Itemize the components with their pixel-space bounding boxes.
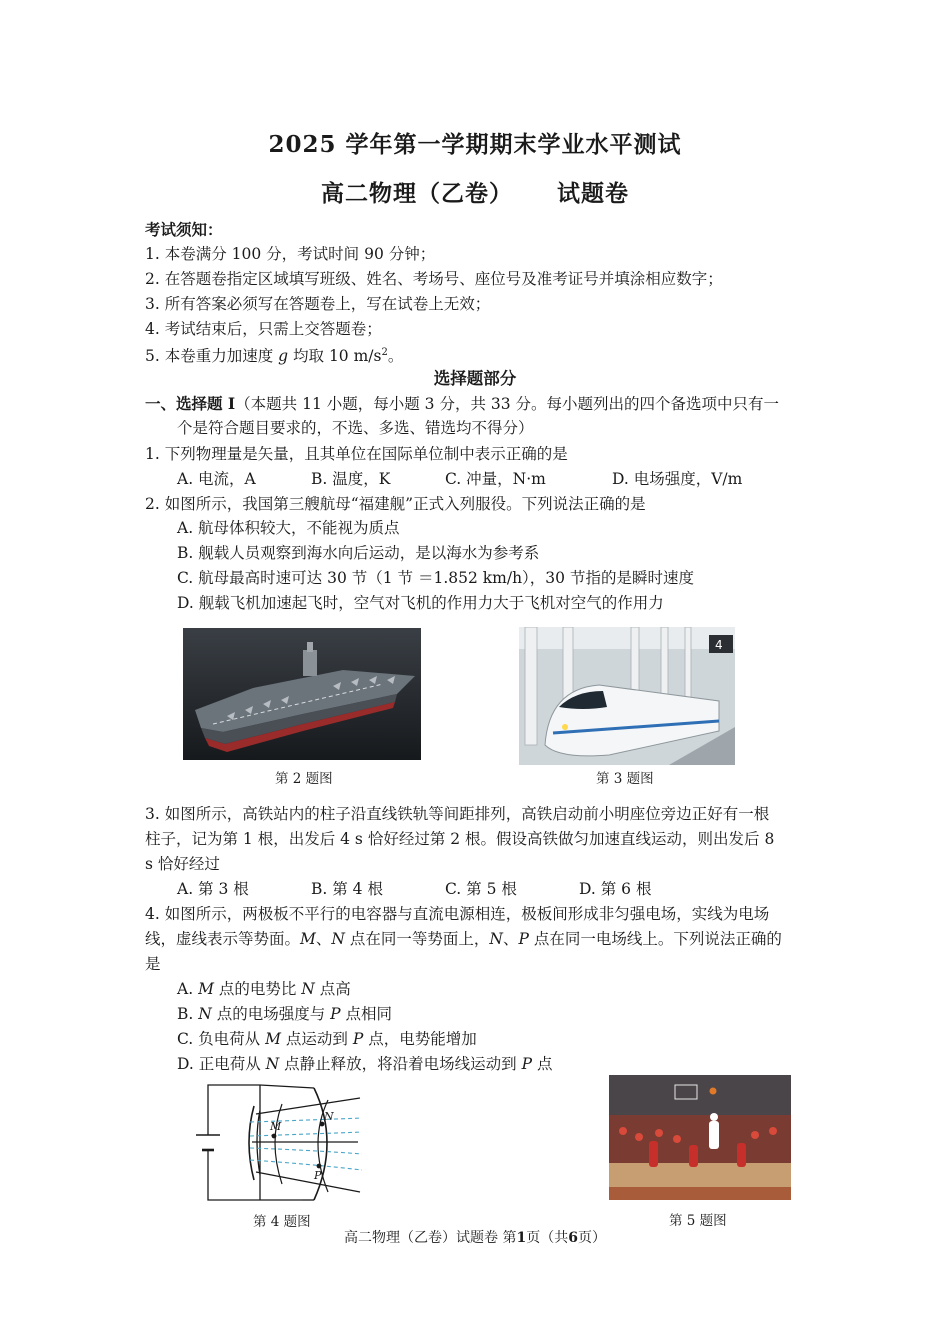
notice-item: 1. 本卷满分 100 分，考试时间 90 分钟； bbox=[145, 245, 436, 263]
question-3-option-b: B. 第 4 根 bbox=[311, 880, 383, 898]
subject-name: 高二物理（乙卷） bbox=[321, 180, 513, 207]
question-1-option-a: A. 电流，A bbox=[177, 470, 256, 488]
figure-3-caption: 第 3 题图 bbox=[596, 771, 654, 787]
point-m bbox=[272, 1134, 277, 1139]
question-4-stem: 4. 如图所示，两极板不平行的电容器与直流电源相连，极板间形成非匀强电场，实线为电场 bbox=[145, 905, 770, 923]
question-3-option-a: A. 第 3 根 bbox=[177, 880, 249, 898]
notice-heading: 考试须知： bbox=[145, 220, 223, 239]
high-speed-train-image bbox=[519, 627, 735, 765]
notice-item: 2. 在答题卷指定区域填写班级、姓名、考场号、座位号及准考证号并填涂相应数字； bbox=[145, 270, 723, 288]
figure-4-caption: 第 4 题图 bbox=[253, 1214, 311, 1230]
notice-item-gravity: 5. 本卷重力加速度 g 均取 10 $m/s^2$。 bbox=[145, 347, 404, 366]
part-instructions-cont: 个是符合题目要求的，不选、多选、错选均不得分） bbox=[177, 419, 534, 437]
point-p bbox=[317, 1164, 322, 1169]
question-4-option-d: D. 正电荷从 N 点静止释放，将沿着电场线运动到 P 点 bbox=[177, 1055, 553, 1073]
question-1-option-c: C. 冲量，N·m bbox=[445, 470, 546, 488]
question-2-option-c: C. 航母最高时速可达 30 节（1 节 ＝1.852 km/h），30 节指的是瞬时速度 bbox=[177, 569, 694, 587]
page-total: 6 bbox=[568, 1230, 578, 1246]
question-1-option-b: B. 温度，K bbox=[311, 470, 391, 488]
question-3-option-c: C. 第 5 根 bbox=[445, 880, 517, 898]
section-title: 选择题部分 bbox=[433, 369, 517, 388]
question-4-option-c: C. 负电荷从 M 点运动到 P 点，电势能增加 bbox=[177, 1030, 477, 1048]
aircraft-carrier-image bbox=[183, 628, 421, 760]
question-3-stem-cont: 柱子，记为第 1 根，出发后 4 s 恰好经过第 2 根。假设高铁做匀加速直线运动，则出发后 8 bbox=[145, 830, 775, 848]
question-4-option-b: B. N 点的电场强度与 P 点相同 bbox=[177, 1005, 393, 1023]
question-3-option-d: D. 第 6 根 bbox=[579, 880, 652, 898]
page-footer: 高二物理（乙卷）试题卷 第1页（共6页） bbox=[344, 1230, 606, 1246]
notice-item: 4. 考试结束后，只需上交答题卷； bbox=[145, 320, 382, 338]
question-4-stem-cont: 线，虚线表示等势面。M、N 点在同一等势面上，N、P 点在同一电场线上。下列说法正确的 bbox=[145, 930, 782, 948]
exam-title: 2025 学年第一学期期末学业水平测试 bbox=[268, 131, 682, 158]
question-3-stem: 3. 如图所示，高铁站内的柱子沿直线铁轨等间距排列，高铁启动前小明座位旁边正好有一根 bbox=[145, 805, 770, 823]
question-1-option-d: D. 电场强度，V/m bbox=[612, 470, 743, 488]
question-4-stem-cont: 是 bbox=[145, 955, 161, 973]
label-n: N bbox=[324, 1110, 334, 1123]
part-instructions: 一、选择题 I（本题共 11 小题，每小题 3 分，共 33 分。每小题列出的四个备选项中只有一 bbox=[145, 394, 780, 413]
exam-subtitle bbox=[0, 175, 950, 208]
question-3-stem-cont: s 恰好经过 bbox=[145, 855, 220, 873]
notice-item: 3. 所有答案必须写在答题卷上，写在试卷上无效； bbox=[145, 295, 491, 313]
page-number: 1 bbox=[516, 1230, 527, 1246]
question-2-option-b: B. 舰载人员观察到海水向后运动，是以海水为参考系 bbox=[177, 544, 540, 562]
question-2-stem: 2. 如图所示，我国第三艘航母“福建舰”正式入列服役。下列说法正确的是 bbox=[145, 495, 646, 513]
question-2-option-d: D. 舰载飞机加速起飞时，空气对飞机的作用力大于飞机对空气的作用力 bbox=[177, 594, 664, 612]
platform-sign: 4 bbox=[715, 638, 723, 652]
question-1-stem: 1. 下列物理量是矢量，且其单位在国际单位制中表示正确的是 bbox=[145, 445, 568, 463]
figure-2-caption: 第 2 题图 bbox=[275, 771, 333, 787]
label-p: P bbox=[314, 1169, 322, 1182]
label-m: M bbox=[270, 1120, 282, 1133]
question-4-option-a: A. M 点的电势比 N 点高 bbox=[177, 980, 351, 998]
figure-5-caption: 第 5 题图 bbox=[669, 1213, 727, 1229]
capacitor-field-diagram bbox=[190, 1080, 370, 1206]
paper-type: 试题卷 bbox=[557, 180, 629, 207]
question-2-option-a: A. 航母体积较大，不能视为质点 bbox=[177, 519, 400, 537]
basketball-image bbox=[609, 1075, 791, 1200]
